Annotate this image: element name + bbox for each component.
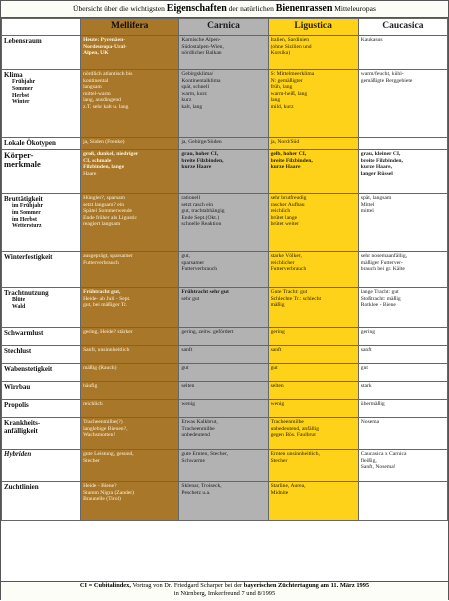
footer-ci-note: CI = Cubitalindex, — [79, 582, 131, 589]
cell-line: gut, — [181, 253, 190, 259]
cell-line: reichlicher — [270, 259, 295, 266]
cell-line: unbedeutend, anfällig — [270, 425, 320, 432]
table-cell — [179, 70, 268, 138]
cell-line: Rotklee - Biene — [360, 302, 396, 309]
row-label-main: Lokale Ökotypen — [4, 139, 56, 147]
row-label — [2, 36, 81, 70]
table-row — [2, 36, 448, 70]
table-row — [2, 364, 448, 382]
table-cell — [358, 418, 447, 450]
table-cell — [81, 36, 179, 70]
row-label-main: Krankheits- anfälligkeit — [4, 419, 41, 435]
column-header-carnica: Carnica — [179, 19, 268, 36]
cell-line: gute Leistung, gesund, — [83, 451, 134, 457]
cell-line: ja, Süden (Frenke) — [83, 139, 125, 145]
footer-lecture: Vortrag von Dr. Friedgard Scharper bei der — [132, 582, 243, 589]
title-suffix: Mitteleuropas — [334, 4, 376, 13]
table-cell — [81, 328, 179, 346]
title-prefix: Übersicht über die wichtigsten — [73, 4, 165, 13]
cell-line: ja, Gebirge/Süden — [181, 139, 222, 145]
cell-line: mäßiger Futterver- — [360, 259, 403, 266]
header-empty — [2, 19, 81, 36]
cell-line: Stoßtracht: mäßig — [360, 295, 401, 302]
cell-line: gering, zeitw. gefördert — [181, 329, 234, 335]
cell-line: Spätel Sommerwende — [83, 208, 132, 215]
footer — [1, 581, 448, 601]
cell-line: Sanft, Nosema! — [360, 464, 396, 471]
cell-line: Futterverbrauch — [83, 259, 119, 266]
cell-line: früh, lang — [270, 84, 293, 91]
cell-line: spät, schnell — [181, 84, 210, 91]
cell-line: reichlich — [270, 208, 291, 215]
cell-line: sehr brutfreudig — [270, 195, 307, 201]
cell-line: mittel — [360, 208, 374, 215]
row-label-main: Trachtnutzung — [4, 289, 49, 297]
table-cell — [81, 364, 179, 382]
table-cell — [358, 36, 447, 70]
row-label — [2, 450, 81, 482]
table-cell — [179, 328, 268, 346]
cell-line: Tracheenmilbe — [181, 425, 215, 432]
cell-line: N: gemäßigter — [270, 77, 303, 84]
table-row — [2, 150, 448, 194]
cell-line: Futterverbrauch — [181, 266, 218, 273]
cell-line: Caucasica x Carnica — [360, 451, 407, 457]
table-cell — [81, 400, 179, 418]
cell-line: Kaukasus — [360, 37, 383, 43]
row-label-main: Wabenstetigkeit — [4, 365, 53, 373]
cell-line: grau, hoher CI, — [181, 151, 219, 157]
cell-line: Stamm Nigra (Zander) — [83, 489, 135, 496]
row-label — [2, 138, 81, 150]
cell-line: sanft — [270, 347, 282, 353]
row-label-sub: im Sommer — [12, 209, 41, 216]
cell-line: gering — [360, 329, 376, 335]
cell-line: Stecher — [270, 457, 288, 464]
cell-line: reagiert langsam — [83, 221, 121, 228]
cell-line: sanft — [360, 347, 372, 353]
table-cell — [358, 288, 447, 328]
cell-line: gelb, hoher CI, — [270, 151, 307, 157]
row-label-sub: Wettersturz — [12, 223, 42, 230]
cell-line: nördlich atlantisch bis — [83, 71, 133, 77]
table-cell — [179, 346, 268, 364]
title-middle: der natürlichen — [228, 4, 274, 13]
cell-line: gemäßigte Berggebiete — [360, 77, 413, 84]
table-cell — [81, 346, 179, 364]
row-label — [2, 328, 81, 346]
cell-line: kontinental — [83, 77, 109, 84]
cell-line: S: Mittelmeerklima — [270, 71, 315, 77]
table-cell — [268, 36, 358, 70]
table-row — [2, 346, 448, 364]
table-row — [2, 252, 448, 288]
cell-line: (ohne Sizilien und — [270, 43, 312, 50]
cell-line: mäßig (Rauch) — [83, 365, 117, 371]
table-cell — [358, 252, 447, 288]
cell-line: kurze Haare — [181, 164, 212, 171]
table-row — [2, 138, 448, 150]
table-cell — [268, 364, 358, 382]
row-label — [2, 288, 81, 328]
row-label-main: Wirrbau — [4, 383, 31, 391]
table-cell — [358, 382, 447, 400]
table-cell — [268, 150, 358, 194]
title-word-bienenrassen: Bienenrassen — [275, 3, 333, 14]
cell-line: warm, kurz — [181, 90, 207, 97]
cell-line: warm/feucht, kühl- — [360, 71, 404, 77]
title-word-eigenschaften: Eigenschaften — [166, 3, 227, 14]
table-cell — [358, 482, 447, 521]
row-label-main: Propolis — [4, 401, 29, 409]
cell-line: starke Völker, — [270, 253, 302, 259]
table-cell — [268, 382, 358, 400]
cell-line: gering, Heide? stärker — [83, 329, 133, 335]
cell-line: langer Rüssel — [360, 170, 393, 177]
table-cell — [268, 252, 358, 288]
cell-line: kurze Haare, — [360, 164, 393, 171]
cell-line: kurze Haare — [270, 164, 301, 171]
table-body — [2, 36, 448, 521]
cell-line: Sklenar, Troiseck, — [181, 483, 222, 489]
cell-line: z.T. sehr kalt u. lang — [83, 103, 129, 110]
cell-line: übermäßig — [360, 401, 385, 407]
table-cell — [268, 138, 358, 150]
table-cell — [179, 194, 268, 252]
table-cell — [268, 288, 358, 328]
table-cell — [358, 194, 447, 252]
table-cell — [268, 482, 358, 521]
cell-line: Südostalpen-Wien, — [181, 43, 224, 50]
cell-line: setzt rasch ein — [181, 201, 214, 208]
cell-line: breite Filzbinden, — [181, 157, 224, 164]
cell-line: Braunelle (Tirol) — [83, 496, 121, 503]
row-label — [2, 252, 81, 288]
cell-line: breite Filzbinden, — [360, 157, 403, 164]
column-header-caucasica: Caucasica — [358, 19, 447, 36]
table-cell — [179, 400, 268, 418]
cell-line: sanft — [181, 347, 193, 353]
row-label-main: Lebensraum — [4, 37, 42, 45]
row-label-main: Bruttätigkeit — [4, 195, 43, 203]
cell-line: gut — [360, 365, 368, 371]
cell-line: gut, bei mäßiger Tr. — [83, 302, 128, 309]
cell-line: gut — [270, 365, 278, 371]
footer-source: in Nürnberg, Imkerfreund 7 und 8/1995 — [173, 590, 276, 597]
table-cell — [81, 194, 179, 252]
row-label-main: Stechlust — [4, 347, 32, 355]
cell-line: langsam — [83, 84, 102, 91]
cell-line: Schlechte Tr.: schlecht — [270, 295, 322, 302]
cell-line: setzt langsam? ein — [83, 201, 125, 208]
cell-line: Starline, Aurea, — [270, 483, 306, 489]
cell-line: wenig — [181, 401, 196, 407]
table-cell — [179, 138, 268, 150]
cell-line: Frühtracht sehr gut — [181, 289, 229, 295]
cell-line: spät, langsam — [360, 195, 392, 201]
table-cell — [179, 382, 268, 400]
cell-line: Etwas Kalkbrut, — [181, 419, 218, 425]
cell-line: stark — [360, 383, 372, 389]
cell-line: Heute: Pyrenäen- — [83, 37, 126, 43]
cell-line: sehr gut — [181, 295, 200, 302]
cell-line: Nosema — [360, 419, 380, 425]
table-cell — [268, 450, 358, 482]
cell-line: Italien, Sardinien — [270, 37, 310, 43]
table-cell — [81, 450, 179, 482]
table-cell — [268, 194, 358, 252]
row-label — [2, 482, 81, 521]
cell-line: breite Filzbinden, — [270, 157, 313, 164]
table-cell — [358, 346, 447, 364]
table-row — [2, 70, 448, 138]
table-cell — [81, 382, 179, 400]
table-cell — [358, 150, 447, 194]
cell-line: Alpen, UK — [83, 50, 109, 57]
cell-line: Ernten unsinnheitlich, — [270, 451, 320, 457]
cell-line: Gebirgsklima/ — [181, 71, 214, 77]
row-label-sub: im Frühjahr — [12, 203, 44, 209]
cell-line: mäßig — [270, 302, 285, 309]
cell-line: Ende früher als Ligustic — [83, 214, 137, 221]
cell-line: reichlich — [83, 401, 103, 407]
row-label-main: Klima — [4, 71, 23, 79]
cell-line: ja, Nord/Süd — [270, 139, 300, 145]
row-label-sub: Frühjahr — [12, 79, 36, 85]
row-label-sub: Herbst — [12, 92, 30, 99]
table-cell — [268, 70, 358, 138]
cell-line: sparsamer — [181, 259, 205, 266]
cell-line: fleißig, — [360, 457, 377, 464]
cell-line: Wachsmotten! — [83, 432, 116, 439]
table-cell — [358, 138, 447, 150]
cell-line: warm-heiß, lang — [270, 90, 308, 97]
row-label — [2, 418, 81, 450]
row-label-main: Hybriden — [4, 450, 32, 458]
table-cell — [81, 482, 179, 521]
cell-line: Hüngler?, sparsam — [83, 195, 126, 201]
table-row — [2, 194, 448, 252]
cell-line: gute Ernten, Stecher, — [181, 451, 229, 457]
cell-line: selten — [181, 383, 195, 389]
cell-line: Filzbinden, lange — [83, 164, 125, 171]
table-cell — [179, 418, 268, 450]
table-cell — [179, 288, 268, 328]
table-cell — [268, 400, 358, 418]
table-cell — [179, 482, 268, 521]
cell-line: kurz — [181, 97, 192, 104]
cell-line: Heide- ab Juli - Sept. — [83, 295, 131, 302]
cell-line: Peschetz u.a. — [181, 489, 211, 496]
cell-line: Frühtracht gut, — [83, 289, 121, 295]
footer-event: bayerischen Züchtertagung am 11. März 1995 — [243, 582, 370, 589]
cell-line: Ende Sept.(Okt.) — [181, 214, 220, 221]
table-cell — [179, 450, 268, 482]
cell-line: mild, kurz — [270, 103, 294, 110]
row-label-main: Schwarmlust — [4, 329, 44, 337]
cell-line: schnelle Reaktion — [181, 221, 222, 228]
table-cell — [81, 418, 179, 450]
cell-line: langlebige Bienen?, — [83, 425, 128, 432]
row-label — [2, 70, 81, 138]
cell-line: Karnische Alpen- — [181, 37, 221, 43]
row-label — [2, 364, 81, 382]
cell-line: mittel-warm — [83, 90, 111, 97]
cell-line: selten — [270, 383, 284, 389]
table-cell — [81, 70, 179, 138]
cell-line: gering — [270, 329, 285, 335]
page-title — [1, 1, 448, 18]
table-cell — [358, 400, 447, 418]
table-cell — [358, 450, 447, 482]
cell-line: brütet lange — [270, 214, 298, 221]
row-label — [2, 382, 81, 400]
row-label-sub: Sommer — [12, 85, 33, 92]
row-label-main: Körper- merkmale — [4, 150, 41, 169]
cell-line: Heide - Biene? — [83, 483, 117, 489]
cell-line: nördlicher Balkan — [181, 50, 222, 57]
cell-line: Tracheenmilbe — [270, 419, 304, 425]
row-label-sub: Winter — [12, 99, 30, 106]
cell-line: Haare — [83, 170, 97, 177]
table-row — [2, 400, 448, 418]
cell-line: rationell — [181, 195, 201, 201]
cell-line: rascher Aufbau — [270, 201, 305, 208]
column-header-ligustica: Ligustica — [268, 19, 358, 36]
table-cell — [268, 346, 358, 364]
cell-line: lang, ausdingend — [83, 97, 121, 104]
cell-line: Nordeuropa-Ural- — [83, 43, 127, 50]
row-label — [2, 400, 81, 418]
table-cell — [81, 138, 179, 150]
table-row — [2, 288, 448, 328]
cell-line: lang — [270, 97, 281, 104]
cell-line: gut — [181, 365, 189, 371]
comparison-table — [1, 18, 448, 521]
cell-line: Korsika) — [270, 50, 291, 57]
table-cell — [268, 418, 358, 450]
cell-line: Mittel — [360, 201, 375, 208]
table-row — [2, 382, 448, 400]
column-header-mellifera: Mellifera — [81, 19, 179, 36]
row-label-main: Winterfestigkeit — [4, 253, 53, 261]
cell-line: gegen Bös. Faulbrut — [270, 432, 316, 439]
cell-line: Midnite — [270, 489, 289, 496]
cell-line: CI, schmale — [83, 157, 112, 164]
table-cell — [179, 36, 268, 70]
cell-line: lange Tracht: gut — [360, 289, 399, 295]
table-row — [2, 418, 448, 450]
cell-line: häufig — [83, 383, 98, 389]
cell-line: unbedeutend — [181, 432, 210, 439]
cell-line: Stecher — [83, 457, 100, 464]
row-label-sub: Blüte — [12, 297, 26, 303]
table-row — [2, 328, 448, 346]
table-row — [2, 450, 448, 482]
cell-line: brauch bei gr. Kälte — [360, 266, 405, 273]
row-label — [2, 150, 81, 194]
table-cell — [179, 364, 268, 382]
cell-line: Schwarme — [181, 457, 205, 464]
row-label-main: Zuchtlinien — [4, 483, 39, 491]
cell-line: Kontinentalklima — [181, 77, 221, 84]
table-cell — [358, 70, 447, 138]
cell-line: Tracheenmilbe(?) — [83, 419, 123, 425]
row-label — [2, 346, 81, 364]
cell-line: kalt, lang — [181, 103, 203, 110]
cell-line: groß, dunkel, niedriger — [83, 151, 139, 157]
cell-line: Futterverbrauch — [270, 266, 307, 273]
table-row — [2, 482, 448, 521]
table-cell — [358, 328, 447, 346]
table-cell — [81, 288, 179, 328]
table-cell — [358, 364, 447, 382]
cell-line: grau, kleiner CI, — [360, 151, 401, 157]
row-label-sub: Wald — [12, 303, 26, 310]
row-label — [2, 194, 81, 252]
cell-line: gut, trachtabhängig — [181, 208, 225, 215]
cell-line: Gute Tracht: gut — [270, 289, 308, 295]
cell-line: wenig — [270, 401, 285, 407]
table-cell — [81, 252, 179, 288]
row-label-sub: im Herbst — [12, 216, 37, 223]
table-cell — [81, 150, 179, 194]
cell-line: ausgeprägt, sparsamer — [83, 253, 133, 259]
cell-line: Sanft, unsinnheitlich — [83, 347, 130, 353]
table-cell — [179, 150, 268, 194]
cell-line: brütet weiter — [270, 221, 299, 228]
table-cell — [268, 328, 358, 346]
table-cell — [179, 252, 268, 288]
cell-line: sehr nosemaanfällig, — [360, 253, 408, 259]
